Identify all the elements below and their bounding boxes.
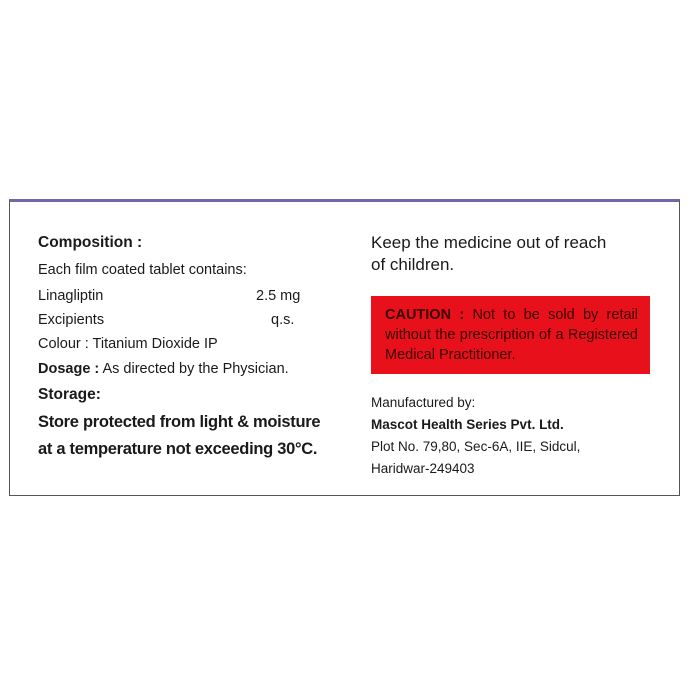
caution-text: Not to be sold by retail without the prescription of a Registered Medical Practitioner. [385,307,638,363]
manufacturer-address-2: Haridwar-249403 [371,461,475,476]
composition-heading: Composition : [38,234,143,251]
caution-box [371,296,650,374]
children-warning-line-1: Keep the medicine out of reach [371,233,607,252]
manufacturer-info [371,392,580,480]
ingredient-name: Linagliptin [38,288,104,304]
manufacturer-name: Mascot Health Series Pvt. Ltd. [371,417,564,432]
storage-heading: Storage: [38,386,101,403]
warning-column [371,232,661,276]
manufacturer-address-1: Plot No. 79,80, Sec-6A, IIE, Sidcul, [371,439,581,454]
ingredient-name: Excipients [38,312,105,328]
manufacturer-label: Manufactured by: [371,395,476,410]
caution-label: CAUTION : [385,307,465,323]
dosage-line [38,361,289,377]
storage-line-2: at a temperature not exceeding 30°C. [38,440,318,458]
composition-intro: Each film coated tablet contains: [38,262,247,278]
medicine-label-panel [9,199,680,496]
dosage-label: Dosage : [38,361,100,377]
ingredient-amount: 2.5 mg [256,288,301,304]
colour-line: Colour : Titanium Dioxide IP [38,336,218,352]
children-warning [371,232,661,276]
storage-line-1: Store protected from light & moisture [38,413,321,431]
children-warning-line-2: of children. [371,255,455,274]
dosage-text: As directed by the Physician. [102,361,289,377]
ingredient-amount: q.s. [271,312,295,328]
